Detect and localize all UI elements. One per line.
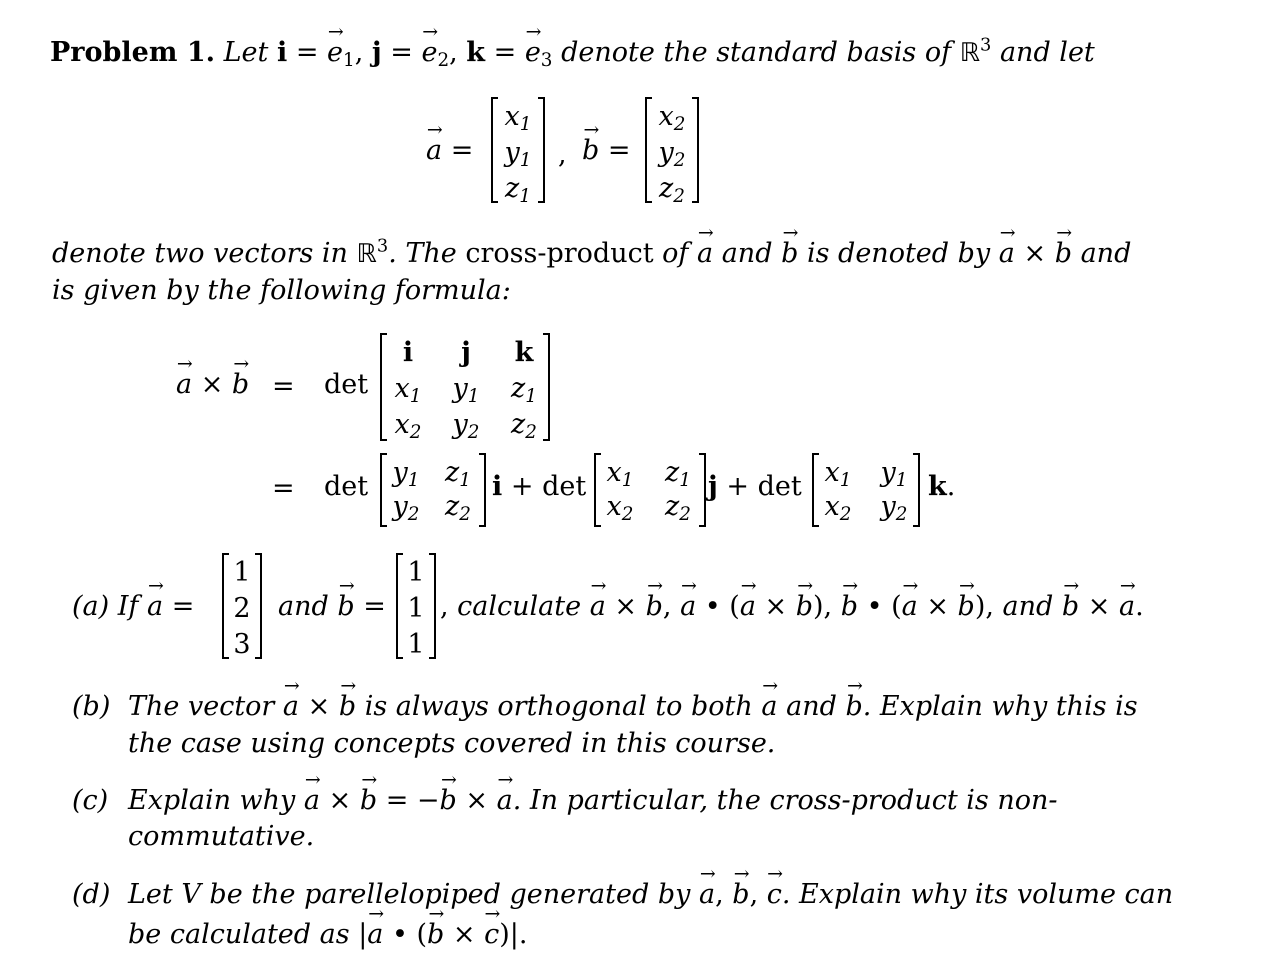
desc-line-1: denote two vectors in ℝ$^3$. The cross-product of → a and → b is denoted by → a × → b and [52,237,1131,271]
part-b-line-1: The vector → a × → b is always orthogonal to both → a and → b. Explain why this is [128,690,1138,724]
formula-lhs: → a × → b [176,368,249,402]
part-d-label: (d) [72,879,111,910]
vector-b-matrix: $x_2$ $y_2$ $z_2$ [645,98,699,202]
part-d-line-2: be calculated as |→ a • (→ b × → c)|. [128,918,527,952]
part-c-label: (c) [72,785,109,816]
vector-comma: , [558,139,567,170]
vector-a-matrix: $x_1$ $y_1$ $z_1$ [491,98,545,202]
det-matrix-i: $y_1$ $z_1$ $y_2$ $z_2$ [380,454,486,526]
part-a-vector-a: 1 2 3 [222,554,262,658]
basis-text: denote the standard basis of [561,37,952,68]
part-a-and: and → b = [278,590,386,624]
desc-line-2: is given by the following formula: [52,275,511,306]
intro-line: Problem 1. Let i = → $e_1$, j = → $e_2$, k = → $e_3$ denote the standard basis of ℝ$^3$ and let [50,36,1095,70]
det-matrix-k: $x_1$ $y_1$ $x_2$ $y_2$ [812,454,920,526]
formula-term-j: j + det [708,471,802,502]
problem-label: Problem 1. [50,37,216,68]
formula-term-i: i + det [492,471,587,502]
let-word: Let [223,37,269,68]
part-a-prefix: (a) If → a = [72,590,194,624]
formula-det-2: det [324,471,369,502]
part-b-line-2: the case using concepts covered in this course. [128,728,776,759]
vector-b-label: → b = [582,134,631,168]
formula-term-k: k. [928,471,956,502]
part-c-line-2: commutative. [128,821,315,852]
det-matrix-3x3: i j k $x_1$ $y_1$ $z_1$ $x_2$ $y_2$ $z_2$ [380,334,550,440]
vector-a-label: → a = [426,134,473,168]
part-a-vector-b: 1 1 1 [396,554,436,658]
det-matrix-j: $x_1$ $z_1$ $x_2$ $z_2$ [594,454,706,526]
part-a-calc: , calculate → a × → b, → a • (→ a × → b), → b • (→ a × → b), and → b × → a. [440,590,1144,624]
part-b-label: (b) [72,691,111,722]
part-d-line-1: Let V be the parellelopiped generated by → a, → b, → c. Explain why its volume can [128,878,1173,912]
formula-det-1: det [324,369,369,400]
part-c-line-1: Explain why → a × → b = −→ b × → a. In particular, the cross-product is non- [128,784,1058,818]
formula-eq-2: = [272,473,295,504]
formula-eq-1: = [272,371,295,402]
